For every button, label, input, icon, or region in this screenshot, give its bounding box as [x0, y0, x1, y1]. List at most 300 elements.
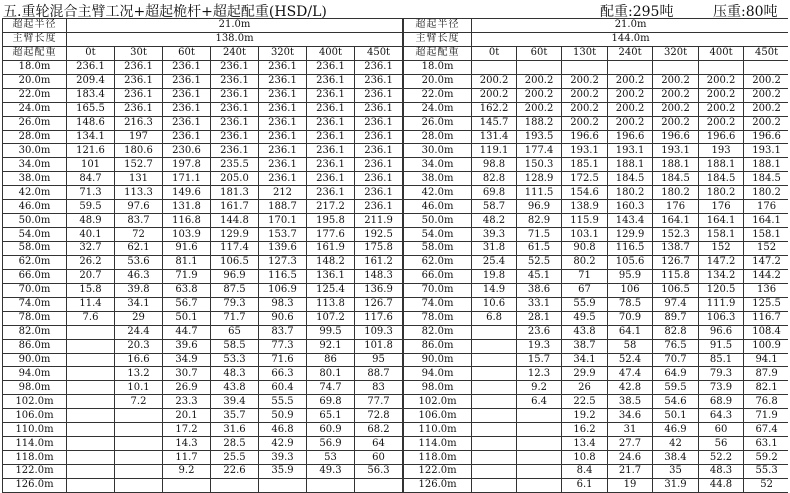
capacity-cell: 9.2	[517, 381, 562, 395]
capacity-cell: 46.9	[653, 423, 699, 437]
capacity-cell: 48.3	[211, 367, 259, 381]
capacity-cell: 109.3	[355, 325, 403, 339]
capacity-cell: 56.9	[307, 437, 355, 451]
capacity-cell: 177.6	[307, 228, 355, 242]
capacity-cell	[562, 60, 608, 74]
capacity-cell: 138.9	[562, 200, 608, 214]
capacity-cell: 30.7	[163, 367, 211, 381]
capacity-cell: 71.7	[211, 311, 259, 325]
radius-cell: 46.0m	[3, 200, 67, 214]
capacity-cell: 200.2	[653, 102, 699, 116]
capacity-cell: 58.7	[472, 200, 517, 214]
capacity-cell	[67, 423, 115, 437]
capacity-cell: 25.5	[211, 451, 259, 465]
radius-cell: 46.0m	[404, 200, 472, 214]
capacity-cell: 161.2	[355, 255, 403, 269]
capacity-cell: 188.1	[653, 158, 699, 172]
radius-cell: 82.0m	[404, 325, 472, 339]
capacity-cell: 170.1	[259, 214, 307, 228]
capacity-cell: 86	[307, 353, 355, 367]
capacity-cell: 152.3	[653, 228, 699, 242]
table-row	[404, 269, 788, 283]
capacity-cell: 98.3	[259, 297, 307, 311]
table-row	[404, 367, 788, 381]
radius-cell: 86.0m	[404, 339, 472, 353]
capacity-cell: 181.3	[211, 186, 259, 200]
capacity-cell: 184.5	[744, 172, 788, 186]
capacity-cell: 50.1	[163, 311, 211, 325]
radius-cell: 114.0m	[404, 437, 472, 451]
capacity-cell: 103.9	[163, 228, 211, 242]
superlift-radius-label: 超起半径	[404, 19, 472, 33]
capacity-cell: 49.3	[307, 465, 355, 479]
column-header: 240t	[608, 46, 653, 60]
capacity-cell: 126.7	[653, 255, 699, 269]
radius-cell: 70.0m	[404, 283, 472, 297]
capacity-cell: 196.6	[562, 130, 608, 144]
capacity-cell	[67, 339, 115, 353]
capacity-cell	[115, 465, 163, 479]
capacity-cell: 12.3	[517, 367, 562, 381]
table-row	[3, 353, 403, 367]
radius-cell: 114.0m	[3, 437, 67, 451]
capacity-cell: 42	[653, 437, 699, 451]
table-row	[404, 74, 788, 88]
capacity-cell: 13.2	[115, 367, 163, 381]
capacity-cell: 64.9	[653, 367, 699, 381]
capacity-cell: 87.5	[211, 283, 259, 297]
superlift-radius-label: 超起半径	[3, 19, 67, 33]
capacity-cell: 53.6	[115, 255, 163, 269]
capacity-cell: 20.7	[67, 269, 115, 283]
capacity-cell: 69.8	[472, 186, 517, 200]
capacity-cell: 13.4	[562, 437, 608, 451]
capacity-cell: 115.8	[653, 269, 699, 283]
radius-cell: 22.0m	[404, 88, 472, 102]
boom-length-row	[404, 32, 788, 46]
capacity-cell: 131	[115, 172, 163, 186]
radius-cell: 98.0m	[404, 381, 472, 395]
capacity-cell: 85.1	[699, 353, 744, 367]
capacity-cell: 148.6	[67, 116, 115, 130]
capacity-cell: 31.6	[211, 423, 259, 437]
capacity-cell: 46.8	[259, 423, 307, 437]
capacity-cell: 83	[355, 381, 403, 395]
capacity-cell: 125.4	[307, 283, 355, 297]
capacity-cell: 236.1	[307, 60, 355, 74]
capacity-cell: 15.7	[517, 353, 562, 367]
capacity-cell: 184.5	[608, 172, 653, 186]
capacity-cell: 180.2	[744, 186, 788, 200]
capacity-cell	[472, 381, 517, 395]
capacity-cell: 116.5	[259, 269, 307, 283]
capacity-cell: 53	[307, 451, 355, 465]
capacity-cell: 196.6	[608, 130, 653, 144]
radius-cell: 106.0m	[3, 409, 67, 423]
table-row	[3, 381, 403, 395]
capacity-cell: 154.6	[562, 186, 608, 200]
ballast-label: 压重:80吨	[713, 4, 778, 20]
table-row	[3, 172, 403, 186]
capacity-cell: 183.4	[67, 88, 115, 102]
capacity-cell: 106	[608, 283, 653, 297]
capacity-cell: 236.1	[355, 144, 403, 158]
capacity-cell: 6.1	[562, 478, 608, 492]
capacity-cell: 56.3	[355, 465, 403, 479]
capacity-cell: 95.9	[608, 269, 653, 283]
capacity-cell: 73.9	[699, 381, 744, 395]
capacity-cell	[67, 478, 115, 492]
radius-cell: 38.0m	[404, 172, 472, 186]
capacity-cell	[67, 437, 115, 451]
capacity-cell: 66.3	[259, 367, 307, 381]
capacity-cell: 96.9	[211, 269, 259, 283]
table-row	[3, 255, 403, 269]
radius-cell: 34.0m	[3, 158, 67, 172]
capacity-cell: 136.1	[307, 269, 355, 283]
capacity-cell: 77.7	[355, 395, 403, 409]
column-header: 30t	[115, 46, 163, 60]
capacity-cell: 55.9	[562, 297, 608, 311]
radius-cell: 28.0m	[3, 130, 67, 144]
capacity-cell: 205.0	[211, 172, 259, 186]
capacity-cell: 236.1	[259, 130, 307, 144]
radius-cell: 62.0m	[3, 255, 67, 269]
capacity-cell: 176	[653, 200, 699, 214]
capacity-cell: 115.9	[562, 214, 608, 228]
capacity-cell: 236.1	[355, 172, 403, 186]
capacity-cell	[472, 437, 517, 451]
radius-cell: 62.0m	[404, 255, 472, 269]
capacity-cell: 200.2	[608, 74, 653, 88]
capacity-cell: 236.1	[67, 60, 115, 74]
superlift-counterweight-row	[404, 46, 788, 60]
capacity-cell: 184.5	[699, 172, 744, 186]
radius-cell: 126.0m	[3, 478, 67, 492]
capacity-cell: 64	[355, 437, 403, 451]
capacity-cell	[67, 353, 115, 367]
capacity-cell: 197	[115, 130, 163, 144]
capacity-cell: 20.3	[115, 339, 163, 353]
capacity-cell: 200.2	[653, 74, 699, 88]
capacity-cell	[67, 409, 115, 423]
capacity-cell: 71.3	[67, 186, 115, 200]
capacity-cell: 113.8	[307, 297, 355, 311]
capacity-cell: 147.2	[744, 255, 788, 269]
capacity-cell: 34.9	[163, 353, 211, 367]
capacity-cell: 152	[699, 242, 744, 256]
table-row	[3, 214, 403, 228]
capacity-cell: 39.8	[115, 283, 163, 297]
capacity-cell	[472, 325, 517, 339]
capacity-cell: 153.7	[259, 228, 307, 242]
radius-cell: 34.0m	[404, 158, 472, 172]
capacity-cell: 138.7	[653, 242, 699, 256]
capacity-cell: 116.5	[608, 242, 653, 256]
capacity-cell: 43.8	[211, 381, 259, 395]
boom-length-value: 144.0m	[472, 32, 788, 46]
capacity-cell: 188.2	[517, 116, 562, 130]
capacity-cell: 236.1	[259, 144, 307, 158]
capacity-cell: 200.2	[472, 74, 517, 88]
table-row	[404, 353, 788, 367]
capacity-cell: 176	[699, 200, 744, 214]
capacity-cell: 64.1	[608, 325, 653, 339]
capacity-cell: 158.1	[699, 228, 744, 242]
table-row	[3, 465, 403, 479]
column-header: 240t	[211, 46, 259, 60]
capacity-cell: 236.1	[307, 186, 355, 200]
capacity-cell: 55.5	[259, 395, 307, 409]
boom-length-label: 主臂长度	[404, 32, 472, 46]
capacity-cell: 56.7	[163, 297, 211, 311]
capacity-cell: 177.4	[517, 144, 562, 158]
capacity-cell: 35	[653, 465, 699, 479]
capacity-cell: 200.2	[517, 74, 562, 88]
capacity-cell: 236.1	[211, 144, 259, 158]
capacity-cell: 10.6	[472, 297, 517, 311]
capacity-cell: 236.1	[211, 116, 259, 130]
capacity-cell: 64.3	[699, 409, 744, 423]
capacity-cell: 7.2	[115, 395, 163, 409]
capacity-cell: 68.2	[355, 423, 403, 437]
column-header: 130t	[562, 46, 608, 60]
capacity-cell: 165.5	[67, 102, 115, 116]
capacity-cell: 68.9	[699, 395, 744, 409]
capacity-cell: 60.4	[259, 381, 307, 395]
capacity-cell: 44.7	[163, 325, 211, 339]
load-chart-table-right	[403, 18, 788, 493]
capacity-cell	[67, 465, 115, 479]
radius-cell: 110.0m	[404, 423, 472, 437]
capacity-cell: 197.8	[163, 158, 211, 172]
capacity-cell: 113.3	[115, 186, 163, 200]
capacity-cell	[307, 478, 355, 492]
capacity-cell: 52	[744, 478, 788, 492]
capacity-cell: 23.3	[163, 395, 211, 409]
column-header: 320t	[259, 46, 307, 60]
capacity-cell: 39.4	[211, 395, 259, 409]
capacity-cell: 209.4	[67, 74, 115, 88]
table-row	[3, 367, 403, 381]
capacity-cell: 105.6	[608, 255, 653, 269]
capacity-cell: 55.3	[744, 465, 788, 479]
column-header: 60t	[517, 46, 562, 60]
capacity-cell: 200.2	[562, 102, 608, 116]
capacity-cell	[472, 451, 517, 465]
capacity-cell: 27.7	[608, 437, 653, 451]
capacity-cell: 196.6	[699, 130, 744, 144]
table-row	[404, 283, 788, 297]
capacity-cell: 97.4	[653, 297, 699, 311]
capacity-cell: 71.5	[517, 228, 562, 242]
capacity-cell	[653, 60, 699, 74]
capacity-cell: 79.3	[699, 367, 744, 381]
capacity-cell: 52.4	[608, 353, 653, 367]
capacity-cell: 82.8	[472, 172, 517, 186]
capacity-cell: 58.5	[211, 339, 259, 353]
capacity-cell: 19.2	[562, 409, 608, 423]
capacity-cell: 164.1	[653, 214, 699, 228]
table-row	[404, 172, 788, 186]
capacity-cell: 200.2	[472, 88, 517, 102]
table-row	[3, 451, 403, 465]
table-row	[3, 60, 403, 74]
capacity-cell: 24.4	[115, 325, 163, 339]
radius-cell: 24.0m	[404, 102, 472, 116]
capacity-cell: 72	[115, 228, 163, 242]
table-row	[3, 74, 403, 88]
capacity-cell: 31.9	[653, 478, 699, 492]
capacity-cell: 200.2	[744, 102, 788, 116]
capacity-cell: 236.1	[211, 102, 259, 116]
capacity-cell	[472, 423, 517, 437]
capacity-cell: 196.6	[744, 130, 788, 144]
table-row	[404, 297, 788, 311]
capacity-cell: 162.2	[472, 102, 517, 116]
radius-cell: 66.0m	[3, 269, 67, 283]
capacity-cell: 236.1	[259, 88, 307, 102]
table-row	[3, 158, 403, 172]
capacity-cell: 42.8	[608, 381, 653, 395]
capacity-cell: 90.8	[562, 242, 608, 256]
capacity-cell: 31	[608, 423, 653, 437]
capacity-cell: 14.9	[472, 283, 517, 297]
capacity-cell: 79.3	[211, 297, 259, 311]
capacity-cell	[115, 451, 163, 465]
capacity-cell	[472, 465, 517, 479]
capacity-cell: 200.2	[517, 88, 562, 102]
capacity-cell: 148.2	[307, 255, 355, 269]
capacity-cell: 200.2	[517, 102, 562, 116]
capacity-cell: 150.3	[517, 158, 562, 172]
boom-length-value: 138.0m	[67, 32, 403, 46]
capacity-cell: 43.8	[562, 325, 608, 339]
capacity-cell	[517, 478, 562, 492]
capacity-cell: 48.9	[67, 214, 115, 228]
capacity-cell: 52.2	[699, 451, 744, 465]
radius-cell: 50.0m	[404, 214, 472, 228]
capacity-cell: 76.5	[653, 339, 699, 353]
capacity-cell	[67, 367, 115, 381]
table-row	[404, 423, 788, 437]
radius-cell: 26.0m	[404, 116, 472, 130]
capacity-cell: 236.1	[115, 74, 163, 88]
capacity-cell: 71.6	[259, 353, 307, 367]
capacity-cell: 106.5	[653, 283, 699, 297]
capacity-cell: 200.2	[744, 88, 788, 102]
table-row	[404, 381, 788, 395]
capacity-cell: 236.1	[307, 74, 355, 88]
table-row	[404, 242, 788, 256]
capacity-cell: 236.1	[259, 74, 307, 88]
capacity-cell: 6.4	[517, 395, 562, 409]
capacity-cell: 200.2	[699, 116, 744, 130]
capacity-cell: 180.2	[608, 186, 653, 200]
capacity-cell: 131.4	[472, 130, 517, 144]
capacity-cell: 211.9	[355, 214, 403, 228]
capacity-cell: 180.2	[653, 186, 699, 200]
capacity-cell: 25.4	[472, 255, 517, 269]
table-row	[3, 437, 403, 451]
radius-cell: 110.0m	[3, 423, 67, 437]
capacity-cell: 92.1	[307, 339, 355, 353]
column-header: 400t	[307, 46, 355, 60]
capacity-cell: 106.3	[699, 311, 744, 325]
capacity-cell: 8.4	[562, 465, 608, 479]
capacity-cell: 236.1	[355, 116, 403, 130]
radius-cell: 94.0m	[404, 367, 472, 381]
capacity-cell: 192.5	[355, 228, 403, 242]
capacity-cell	[259, 478, 307, 492]
capacity-cell: 23.6	[517, 325, 562, 339]
capacity-cell	[472, 478, 517, 492]
capacity-cell: 65	[211, 325, 259, 339]
capacity-cell: 152	[744, 242, 788, 256]
capacity-cell: 14.3	[163, 437, 211, 451]
radius-cell: 20.0m	[3, 74, 67, 88]
capacity-cell: 188.1	[699, 158, 744, 172]
capacity-cell: 63.8	[163, 283, 211, 297]
capacity-cell: 175.8	[355, 242, 403, 256]
capacity-cell: 38.7	[562, 339, 608, 353]
capacity-cell: 200.2	[608, 102, 653, 116]
capacity-cell: 149.6	[163, 186, 211, 200]
capacity-cell: 121.6	[67, 144, 115, 158]
capacity-cell: 53.3	[211, 353, 259, 367]
capacity-cell: 82.8	[653, 325, 699, 339]
capacity-cell: 152.7	[115, 158, 163, 172]
capacity-cell: 200.2	[699, 88, 744, 102]
capacity-cell: 38.5	[608, 395, 653, 409]
capacity-cell: 28.5	[211, 437, 259, 451]
table-row	[404, 395, 788, 409]
page-title: 五.重轮混合主臂工况+超起桅杆+超起配重(HSD/L)	[3, 4, 327, 20]
capacity-cell: 10.8	[562, 451, 608, 465]
capacity-cell	[608, 60, 653, 74]
table-row	[404, 311, 788, 325]
capacity-cell: 236.1	[115, 102, 163, 116]
capacity-cell	[472, 339, 517, 353]
table-row	[404, 116, 788, 130]
capacity-cell: 101.8	[355, 339, 403, 353]
capacity-cell: 236.1	[115, 60, 163, 74]
capacity-cell	[115, 478, 163, 492]
table-row	[404, 465, 788, 479]
capacity-cell: 193.1	[608, 144, 653, 158]
capacity-cell: 236.1	[163, 102, 211, 116]
capacity-cell: 88.7	[355, 367, 403, 381]
capacity-cell: 39.3	[472, 228, 517, 242]
capacity-cell	[67, 325, 115, 339]
radius-cell: 58.0m	[3, 242, 67, 256]
radius-cell: 18.0m	[3, 60, 67, 74]
capacity-cell: 176	[744, 200, 788, 214]
column-header: 450t	[744, 46, 788, 60]
capacity-cell: 107.2	[307, 311, 355, 325]
capacity-cell: 236.1	[211, 130, 259, 144]
capacity-cell: 11.7	[163, 451, 211, 465]
table-row	[404, 437, 788, 451]
capacity-cell: 62.1	[115, 242, 163, 256]
capacity-cell: 188.7	[259, 200, 307, 214]
table-row	[3, 200, 403, 214]
capacity-cell: 106.9	[259, 283, 307, 297]
capacity-cell: 127.3	[259, 255, 307, 269]
capacity-cell: 33.1	[517, 297, 562, 311]
capacity-cell: 83.7	[115, 214, 163, 228]
capacity-cell: 171.1	[163, 172, 211, 186]
